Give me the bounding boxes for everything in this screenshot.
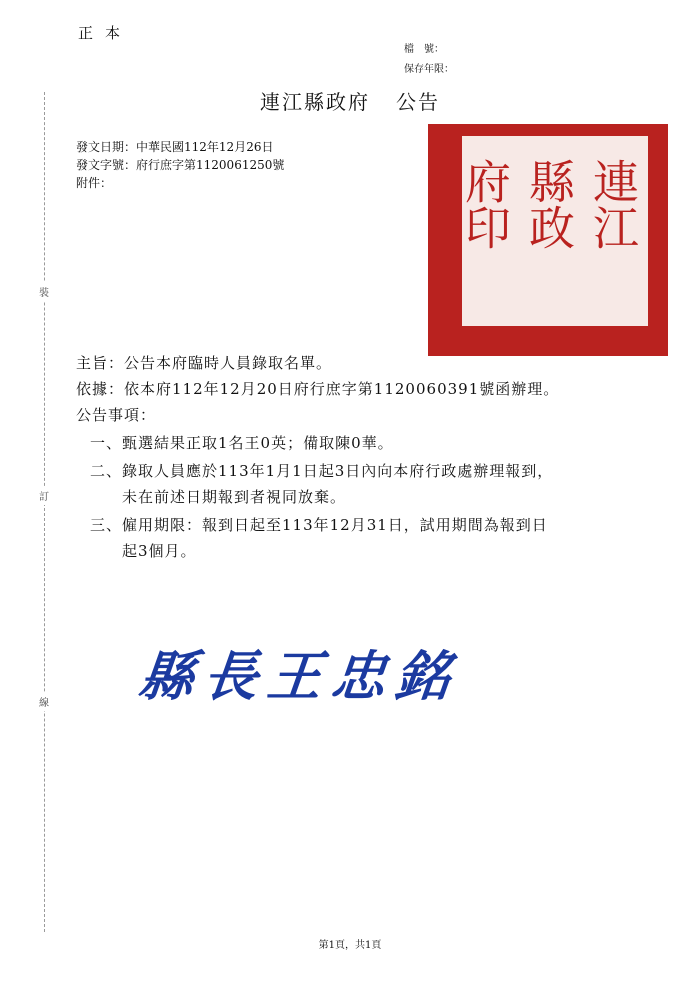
page-footer: 第1頁，共1頁 (318, 940, 382, 951)
official-seal (428, 124, 668, 356)
document-number-label: 發文字號： (76, 158, 137, 172)
issue-date-row (76, 138, 273, 155)
item-2-line-1: 二、錄取人員應於113年1月1日起3日內向本府行政處辦理報到， (90, 462, 554, 480)
file-number-label: 檔 號： (404, 44, 444, 55)
retention-period-label: 保存年限： (404, 64, 454, 75)
document-title (0, 86, 700, 115)
document-number-row (76, 156, 284, 173)
document-number-value: 府行庶字第1120061250號 (136, 158, 285, 172)
binding-char-2: 訂 (39, 486, 49, 505)
signature-stamp: 縣長王忠銘 (136, 644, 463, 708)
copy-mark: 正本 (78, 24, 133, 42)
subject-line: 主旨：公告本府臨時人員錄取名單。 (76, 354, 333, 372)
items-heading: 公告事項： (76, 406, 157, 424)
binding-line (44, 92, 45, 932)
issue-date-label: 發文日期： (76, 140, 137, 154)
basis-line: 依據：依本府112年12月20日府行庶字第1120060391號函辦理。 (76, 380, 560, 398)
item-3-line-1: 三、僱用期限：報到日起至113年12月31日，試用期間為報到日 (90, 516, 548, 534)
document-type: 公告 (396, 90, 440, 114)
seal-column-left: 府印 (458, 158, 512, 250)
binding-char-3: 線 (39, 692, 49, 711)
seal-face (458, 136, 648, 326)
issuer-name: 連江縣政府 (260, 90, 370, 114)
binding-char-1: 裝 (39, 282, 49, 301)
item-1: 一、甄選結果正取1名王0英；備取陳0華。 (90, 434, 394, 452)
item-3-line-2: 起3個月。 (122, 542, 197, 560)
issue-date-value: 中華民國112年12月26日 (136, 140, 274, 154)
seal-column-middle: 縣政 (522, 158, 576, 250)
attachment-label: 附件： (76, 176, 113, 190)
seal-column-right: 連江 (586, 158, 640, 250)
attachment-row (76, 174, 112, 191)
item-2-line-2: 未在前述日期報到者視同放棄。 (122, 488, 347, 506)
